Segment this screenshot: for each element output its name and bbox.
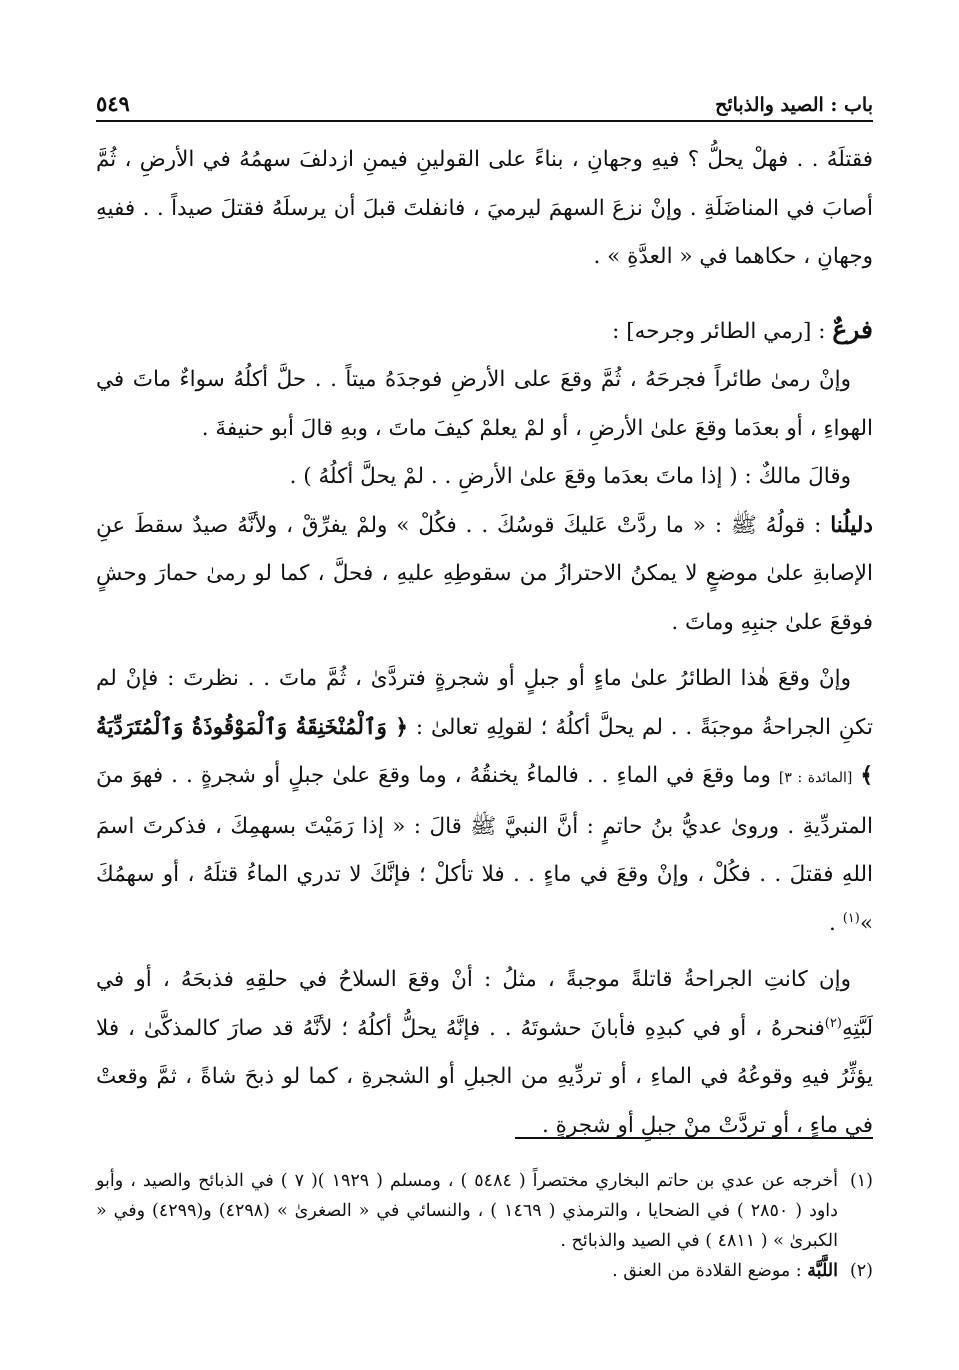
far-title: : [رمي الطائر وجرحه] : — [612, 318, 826, 344]
footnote-marker-1[interactable]: (١) — [842, 910, 860, 926]
footnote-marker-2[interactable]: (٢) — [824, 1015, 842, 1031]
section-heading — [96, 306, 873, 357]
page-number: ٥٤٩ — [96, 91, 130, 116]
paragraph-3: وقالَ مالكٌ : ( إذا ماتَ بعدَما وقعَ علىٰ الأرضِ . . لمْ يحلَّ أكلُهُ ) . — [289, 464, 851, 489]
paragraph-6 — [96, 956, 873, 1150]
paragraph-6-part-a: وإن كانتِ الجراحةُ قاتلةً موجبةً ، مثلُ : أنْ وقعَ السلاحُ في حلقِهِ فذبحَهُ ، أو في لَبَّتِهِ — [96, 967, 873, 1041]
main-text — [96, 136, 873, 1150]
footnote-number: (١) — [849, 1171, 873, 1191]
spacer — [96, 282, 873, 306]
paragraph-5-part-b: وما وقعَ في الماءِ . . فالماءُ يخنقُهُ ، وما وقعَ علىٰ جبلٍ أو شجرةٍ . . فهوَ منَ المتردِّيةِ . وروىٰ عديُّ بنُ حاتمٍ : أنَّ النبيَّ ﷺ قالَ : « إذا رَمَيْتَ بسهمِكَ ، فذكرتَ اسمَ اللهِ فقتلَ . . فكُلْ ، وإنْ وقعَ في ماءٍ . . فلا تأكلْ ؛ فإنَّكَ لا تدري الماءُ قتلَهُ ، أو سهمُكَ » — [96, 763, 873, 936]
paragraph-6-part-b: فنحرهُ ، أو في كبدِهِ فأبانَ حشوتَهُ . . فإنَّهُ يحلُّ أكلُهُ ؛ لأنَّهُ قد صارَ كالمذكَّىٰ ، فلا يؤثِّرُ فيهِ وقوعُهُ في الماءِ ، أو تردِّيهِ من الجبلِ أو الشجرةِ ، كما لو ذبحَ شاةً ، ثمَّ وقعتْ في ماءٍ ، أو تردَّتْ منْ جبلٍ أو شجرةٍ . — [96, 1015, 873, 1138]
far-label: فرعٌ — [832, 314, 873, 344]
running-header — [96, 88, 873, 122]
paragraph-5 — [96, 655, 873, 948]
footnote-2 — [96, 1256, 873, 1286]
footnote-separator — [515, 1137, 873, 1139]
paragraph-2: وإنْ رمىٰ طائراً فجرحَهُ ، ثُمَّ وقعَ على الأرضِ فوجدَهُ ميتاً . . حلَّ أكلُهُ سواءٌ ماتَ في الهواءِ ، أو بعدَما وقعَ علىٰ الأرضِ ، أو لمْ يعلمْ كيفَ ماتَ ، وبهِ قالَ أبو حنيفةَ . — [96, 367, 873, 441]
footnote-1 — [96, 1166, 873, 1256]
footnotes — [96, 1166, 873, 1286]
footnote-keyword: اللَّبَّة — [807, 1261, 838, 1281]
spacer — [96, 647, 873, 655]
paragraph-1: فقتلَهُ . . فهلْ يحلُّ ؟ فيهِ وجهانِ ، بناءً على القولينِ فيمنِ ازدلفَ سهمُهُ في الأرضِ ، ثُمَّ أصابَ في المناضَلَةِ . وإنْ نزعَ السهمَ ليرميَ ، فانفلتَ قبلَ أن يرسلَهُ فقتلَ صيداً . . ففيهِ وجهانِ ، حكاهما في « العدَّةِ » . — [96, 147, 873, 269]
footnote-text: أخرجه عن عدي بن حاتم البخاري مختصراً ( ٥٤٨٤ ) ، ومسلم ( ١٩٢٩ )( ٧ ) في الذبائح والصيد ، وأبو داود ( ٢٨٥٠ ) في الضحايا ، والترمذي ( ١٤٦٩ ) ، والنسائي في « الصغرىٰ » (٤٢٩٨) و(٤٢٩٩) وفي « الكبرىٰ » ( ٤٨١١ ) في الصيد والذبائح . — [96, 1171, 838, 1251]
footnote-body — [96, 1256, 838, 1286]
paragraph-4-text: : قولُهُ ﷺ : « ما ردَّتْ عَليكَ قوسُكَ . . فكُلْ » ولمْ يفرِّقْ ، ولأنَّهُ صيدٌ سقطَ عنِ الإصابةِ علىٰ موضعٍ لا يمكنُ الاحترازُ من سقوطِهِ عليهِ ، فحلَّ ، كما لو رمىٰ حمارَ وحشٍ فوقعَ علىٰ جنبِهِ وماتَ . — [96, 512, 873, 635]
footnote-number: (٢) — [849, 1261, 873, 1281]
spacer — [96, 948, 873, 956]
daleel-label: دليلُنا — [830, 512, 873, 538]
chapter-title: باب : الصيد والذبائح — [715, 94, 873, 116]
quran-verse: ﴿ وَٱلْمُنْخَنِقَةُ وَٱلْمَوْقُوذَةُ وَٱلْمُتَرَدِّيَةُ ﴾ — [96, 714, 873, 788]
verse-reference: [المائدة : ٣] — [778, 770, 853, 786]
paragraph-5-part-a: وإنْ وقعَ هٰذا الطائرُ علىٰ ماءٍ أو جبلٍ أو شجرةٍ فتردَّىٰ ، ثُمَّ ماتَ . . نظرتَ : فإنْ لم تكنِ الجراحةُ موجبَةً . . لم يحلَّ أكلُهُ ؛ لقولِهِ تعالىٰ : — [96, 666, 873, 740]
paragraph-4 — [96, 502, 873, 648]
footnote-text: : موضع القلادة من العنق . — [612, 1261, 802, 1281]
paragraph-5-end: . — [829, 910, 836, 936]
